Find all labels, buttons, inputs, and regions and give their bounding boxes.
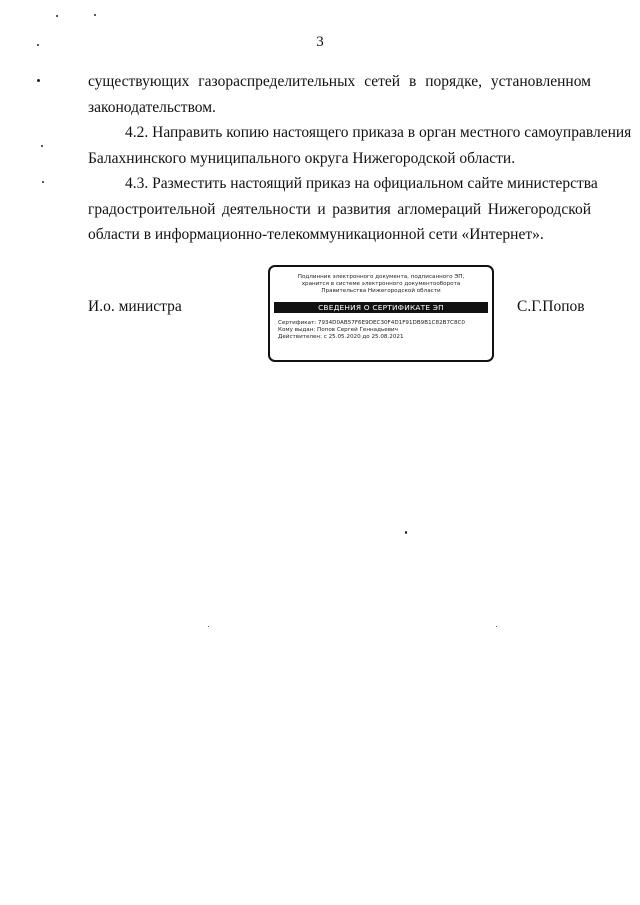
stamp-header (270, 274, 492, 296)
scan-speck (405, 531, 407, 534)
text-line: законодательством. (88, 98, 216, 116)
signatory-name: С.Г.Попов (517, 298, 585, 315)
text-line: 4.3. Разместить настоящий приказ на официальном сайте министерства (125, 175, 598, 192)
scan-speck (42, 181, 44, 183)
stamp-header-line: Подлинник электронного документа, подписанного ЭП, (297, 274, 465, 280)
scan-speck (56, 15, 58, 17)
text-line: градостроительной деятельности и развития агломераций Нижегородской (88, 200, 591, 218)
certificate-owner: Кому выдан: Попов Сергей Геннадьевич (278, 326, 398, 333)
stamp-header-line: хранится в системе электронного документооборота (301, 281, 461, 288)
paragraph-4-2 (88, 120, 632, 171)
text-line: 4.2. Направить копию настоящего приказа в орган местного самоуправления (125, 124, 632, 141)
scan-speck (208, 626, 209, 627)
scan-speck (496, 626, 497, 627)
scan-speck (41, 145, 43, 147)
certificate-number: Сертификат: 7934D0AB57F6E9DEC30F4D1F91DB9B1C82B7C8C0 (278, 319, 465, 326)
page-number: 3 (316, 34, 324, 50)
paragraph-4-3 (88, 171, 598, 248)
signatory-position: И.о. министра (88, 298, 182, 315)
stamp-banner: СВЕДЕНИЯ О СЕРТИФИКАТЕ ЭП (274, 302, 488, 313)
text-line: существующих газораспределительных сетей в порядке, установленном (88, 73, 591, 90)
text-line: области в информационно-телекоммуникационной сети «Интернет». (88, 226, 544, 243)
electronic-signature-stamp (268, 265, 494, 362)
scan-speck (94, 14, 96, 16)
paragraph-continuation (88, 69, 591, 120)
stamp-details (278, 320, 492, 342)
stamp-header-line: Правительства Нижегородской области (321, 288, 441, 295)
text-line: Балахнинского муниципального округа Нижегородской области. (88, 149, 516, 167)
scan-speck (37, 79, 40, 82)
scan-speck (37, 44, 39, 46)
certificate-validity: Действителен: с 25.05.2020 до 25.08.2021 (278, 334, 404, 341)
